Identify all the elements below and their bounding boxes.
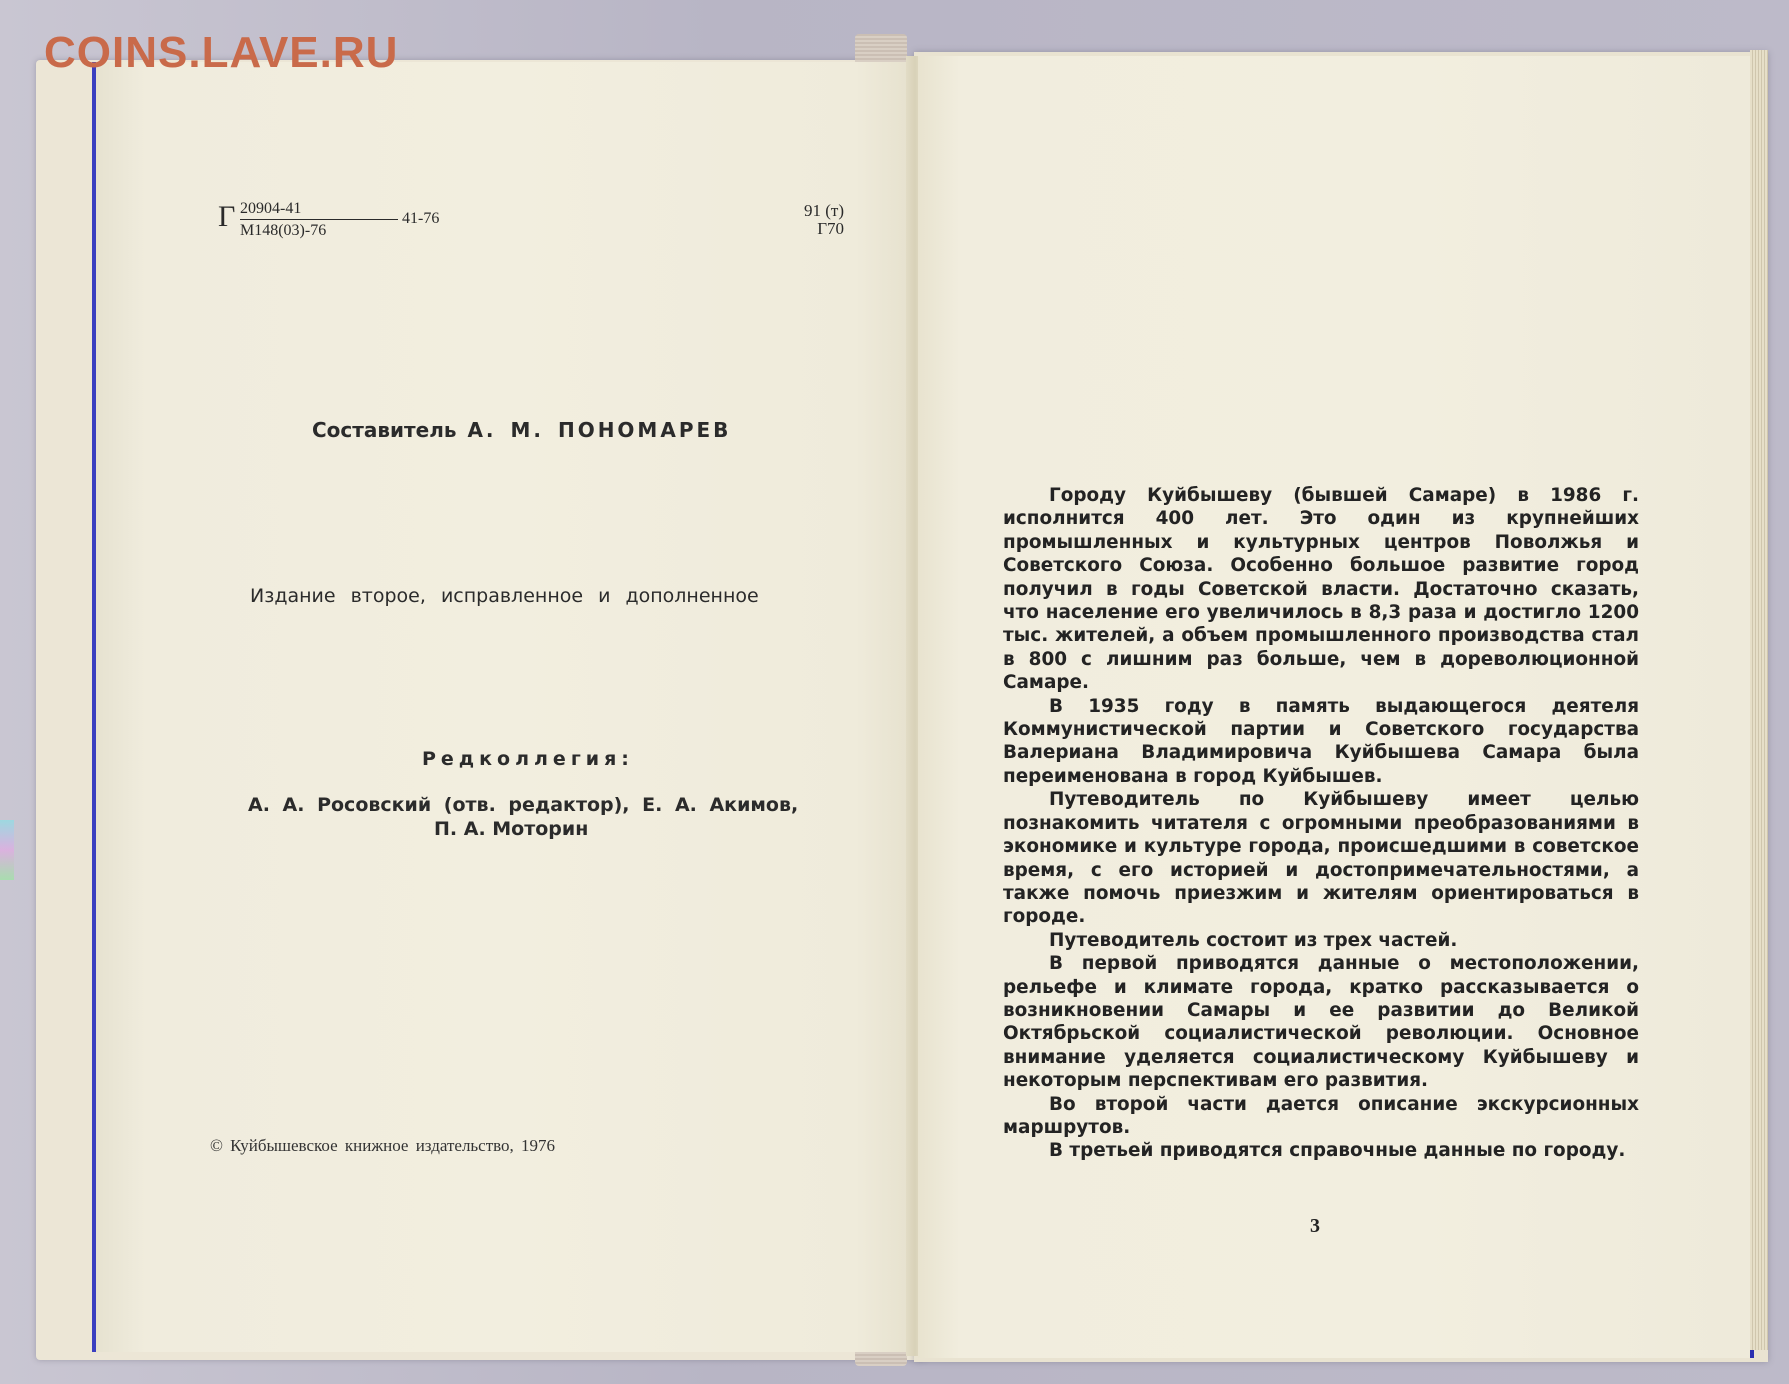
compiler-credit [312, 418, 731, 442]
editorial-board-members-1: А. А. Росовский (отв. редактор), Е. А. Акимов, [248, 794, 799, 816]
copyright-notice: © Куйбышевское книжное издательство, 1976 [210, 1136, 556, 1155]
paragraph: В 1935 году в память выдающегося деятеля Коммунистической партии и Советского государства Валериана Владимировича Куйбышева Самара была переименована в город Куйбышев. [1003, 695, 1639, 787]
editorial-board-members-2: П. А. Моторин [434, 818, 589, 840]
library-code-denominator: М148(03)-76 [240, 222, 327, 239]
compiler-label: Составитель [312, 418, 457, 442]
editorial-board-title: Редколлегия: [422, 748, 634, 770]
paragraph: В первой приводятся данные о местоположении, рельефе и климате города, кратко рассказывается о возникновении Самары и ее развитии до Великой Октябрьской социалистической революции. Основное внимание уделяется социалистическому Куйбышеву и некоторым перспективам его развития. [1003, 953, 1639, 1092]
left-page [92, 62, 922, 1352]
paragraph: Путеводитель по Куйбышеву имеет целью познакомить читателя с огромными преобразованиями в экономике и культуре города, происшедшими в советское время, с его историей и достопримечательностями, а также помочь приезжим и жителям ориентироваться в городе. [1003, 789, 1639, 928]
library-code-suffix: 41-76 [402, 210, 440, 227]
library-code-fraction-line [240, 219, 398, 220]
compiler-name: А. М. ПОНОМАРЕВ [467, 418, 732, 442]
page-number: 3 [1310, 1215, 1320, 1237]
paragraph: Путеводитель состоит из трех частей. [1049, 929, 1458, 951]
paragraph: Во второй части дается описание экскурсионных маршрутов. [1003, 1093, 1639, 1138]
edition-note: Издание второе, исправленное и дополненное [250, 585, 759, 607]
paragraph: Городу Куйбышеву (бывшей Самаре) в 1986 г. исполнится 400 лет. Это один из крупнейших промышленных и культурных центров Поволжья и Советского Союза. Особенно большое развитие город получил в годы Советской власти. Достаточно сказать, что население его увеличилось в 8,3 раза и достигло 1200 тыс. жителей, а объем промышленного производства стал в 800 с лишним раз больше, чем в дореволюционной Самаре. [1003, 485, 1639, 694]
page-edges [1750, 50, 1768, 1350]
watermark: COINS.LAVE.RU [44, 28, 399, 77]
library-code-prefix: Г [218, 200, 236, 233]
bbk-index [804, 202, 844, 238]
bbk-line-1: 91 (т) [804, 201, 845, 220]
scan-artifact [0, 820, 14, 880]
preface-text [1003, 484, 1639, 1163]
paragraph: В третьей приводятся справочные данные по городу. [1049, 1140, 1626, 1162]
bbk-line-2: Г70 [817, 219, 845, 238]
library-code-numerator: 20904-41 [240, 200, 302, 217]
